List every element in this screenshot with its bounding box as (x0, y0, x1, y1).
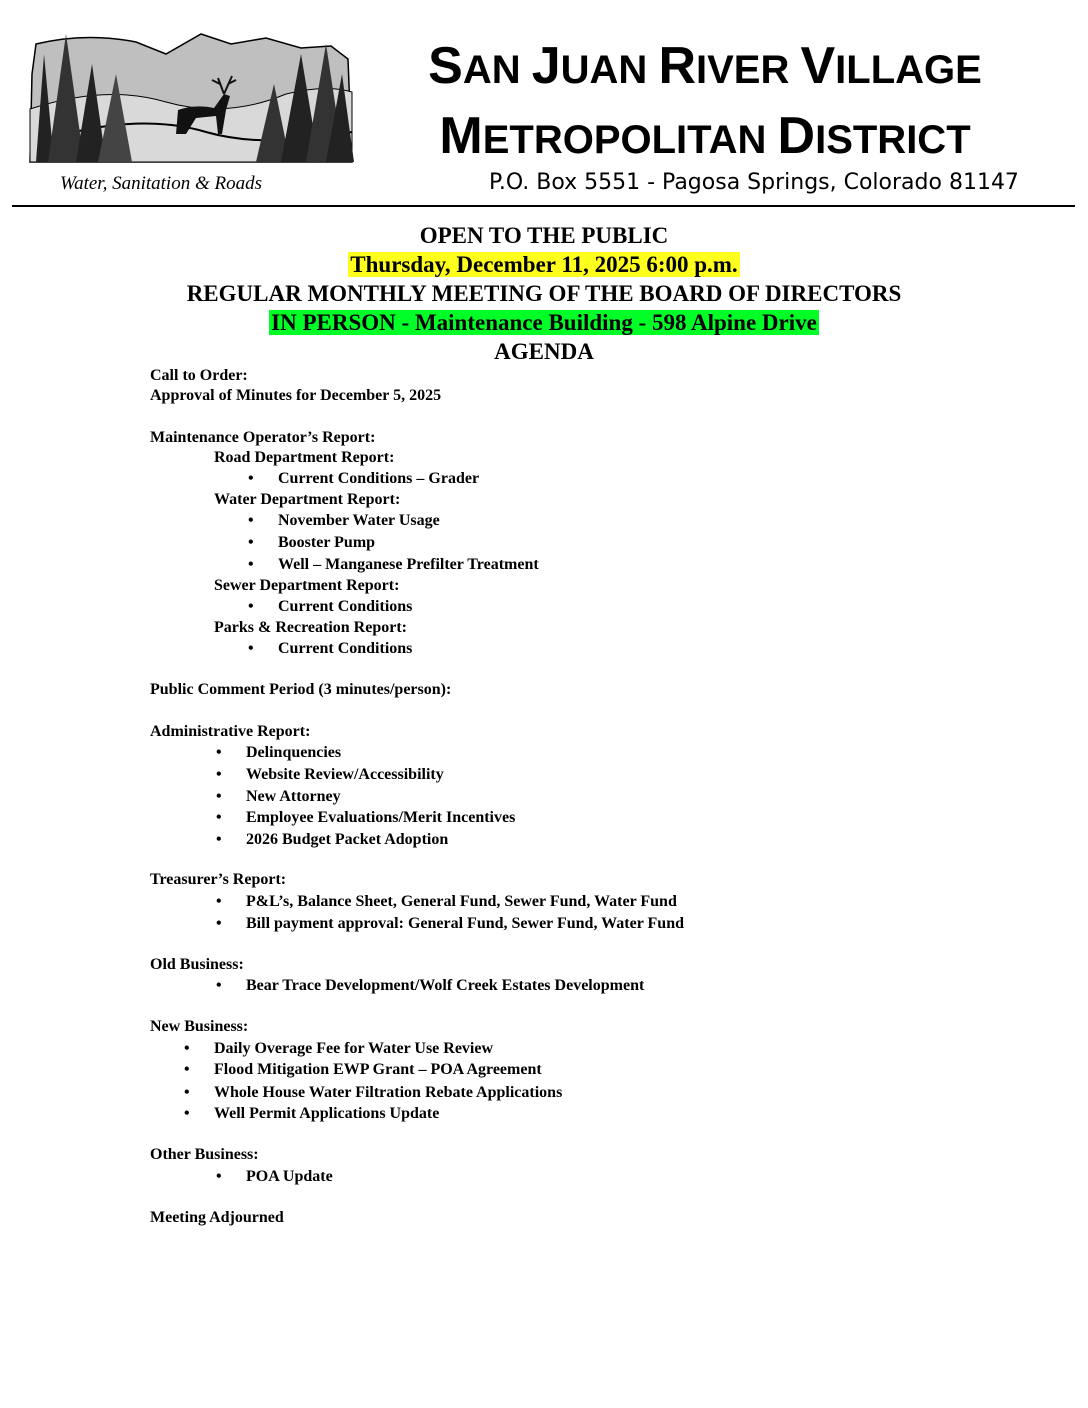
bullet: • (216, 766, 222, 783)
agenda-road-report: Road Department Report: (214, 449, 395, 466)
agenda-admin-item: Delinquencies (246, 744, 342, 761)
agenda-old-business: Old Business: (150, 956, 244, 973)
agenda-road-item: Current Conditions – Grader (278, 470, 480, 487)
bullet: • (216, 788, 222, 805)
title1-word-uan: UAN (560, 48, 659, 92)
agenda-maintenance-report: Maintenance Operator’s Report: (150, 429, 376, 446)
meeting-type: REGULAR MONTHLY MEETING OF THE BOARD OF DIRECTORS (186, 281, 902, 306)
bullet: • (248, 598, 254, 615)
agenda-sewer-report: Sewer Department Report: (214, 577, 400, 594)
agenda-new-item: Well Permit Applications Update (214, 1105, 440, 1122)
bullet: • (184, 1084, 190, 1101)
title2-cap-m: M (439, 107, 483, 165)
agenda-new-business: New Business: (150, 1018, 249, 1035)
agenda-new-item: Flood Mitigation EWP Grant – POA Agreement (214, 1061, 542, 1078)
bullet: • (248, 512, 254, 529)
title2-cap-d: D (777, 107, 816, 165)
bullet: • (216, 831, 222, 848)
agenda-new-item: Whole House Water Filtration Rebate Applications (214, 1084, 563, 1101)
agenda-water-item: Booster Pump (278, 534, 376, 551)
title1-word-illage: ILLAGE (835, 48, 982, 92)
title2-word-etropolitan: ETROPOLITAN (482, 118, 778, 162)
agenda-treasurer-report: Treasurer’s Report: (150, 871, 287, 888)
bullet: • (248, 640, 254, 657)
agenda-heading: AGENDA (494, 339, 594, 364)
bullet: • (216, 1168, 222, 1185)
agenda-public-comment: Public Comment Period (3 minutes/person): (150, 681, 452, 698)
agenda-call-to-order: Call to Order: (150, 367, 248, 384)
bullet: • (184, 1040, 190, 1057)
agenda-admin-report: Administrative Report: (150, 723, 311, 740)
bullet: • (216, 915, 222, 932)
bullet: • (216, 977, 222, 994)
tagline: Water, Sanitation & Roads (60, 173, 262, 194)
bullet: • (216, 809, 222, 826)
title1-word-an: AN (462, 48, 532, 92)
bullet: • (248, 534, 254, 551)
agenda-treasurer-item: Bill payment approval: General Fund, Sewer Fund, Water Fund (246, 915, 684, 932)
agenda-admin-item: Website Review/Accessibility (246, 766, 444, 783)
title1-word-iver: IVER (696, 48, 801, 92)
open-to-public: OPEN TO THE PUBLIC (419, 223, 669, 248)
agenda-old-item: Bear Trace Development/Wolf Creek Estates Development (246, 977, 645, 994)
agenda-parks-report: Parks & Recreation Report: (214, 619, 407, 636)
bullet: • (248, 556, 254, 573)
title1-cap-v: V (800, 37, 836, 95)
agenda-treasurer-item: P&L’s, Balance Sheet, General Fund, Sewer Fund, Water Fund (246, 893, 677, 910)
agenda-other-business: Other Business: (150, 1146, 259, 1163)
bullet: • (184, 1105, 190, 1122)
bullet: • (184, 1061, 190, 1078)
agenda-sewer-item: Current Conditions (278, 598, 413, 615)
agenda-water-item: Well – Manganese Prefilter Treatment (278, 556, 539, 573)
agenda-admin-item: 2026 Budget Packet Adoption (246, 831, 449, 848)
agenda-new-item: Daily Overage Fee for Water Use Review (214, 1040, 494, 1057)
agenda-admin-item: New Attorney (246, 788, 341, 805)
agenda-water-item: November Water Usage (278, 512, 440, 529)
agenda-approval-minutes: Approval of Minutes for December 5, 2025 (150, 387, 442, 404)
agenda-admin-item: Employee Evaluations/Merit Incentives (246, 809, 516, 826)
title1-cap-j: J (531, 37, 561, 95)
address: P.O. Box 5551 - Pagosa Springs, Colorado 81147 (489, 170, 1019, 195)
agenda-other-item: POA Update (246, 1168, 333, 1185)
title1-cap-s: S (428, 37, 463, 95)
meeting-location: IN PERSON - Maintenance Building - 598 Alpine Drive (271, 310, 817, 335)
bullet: • (216, 744, 222, 761)
title2-word-istrict: ISTRICT (815, 118, 971, 162)
agenda-water-report: Water Department Report: (214, 491, 401, 508)
agenda-parks-item: Current Conditions (278, 640, 413, 657)
bullet: • (248, 470, 254, 487)
title1-cap-r: R (658, 37, 696, 95)
meeting-date: Thursday, December 11, 2025 6:00 p.m. (350, 252, 738, 277)
agenda-adjourned: Meeting Adjourned (150, 1209, 284, 1226)
bullet: • (216, 893, 222, 910)
